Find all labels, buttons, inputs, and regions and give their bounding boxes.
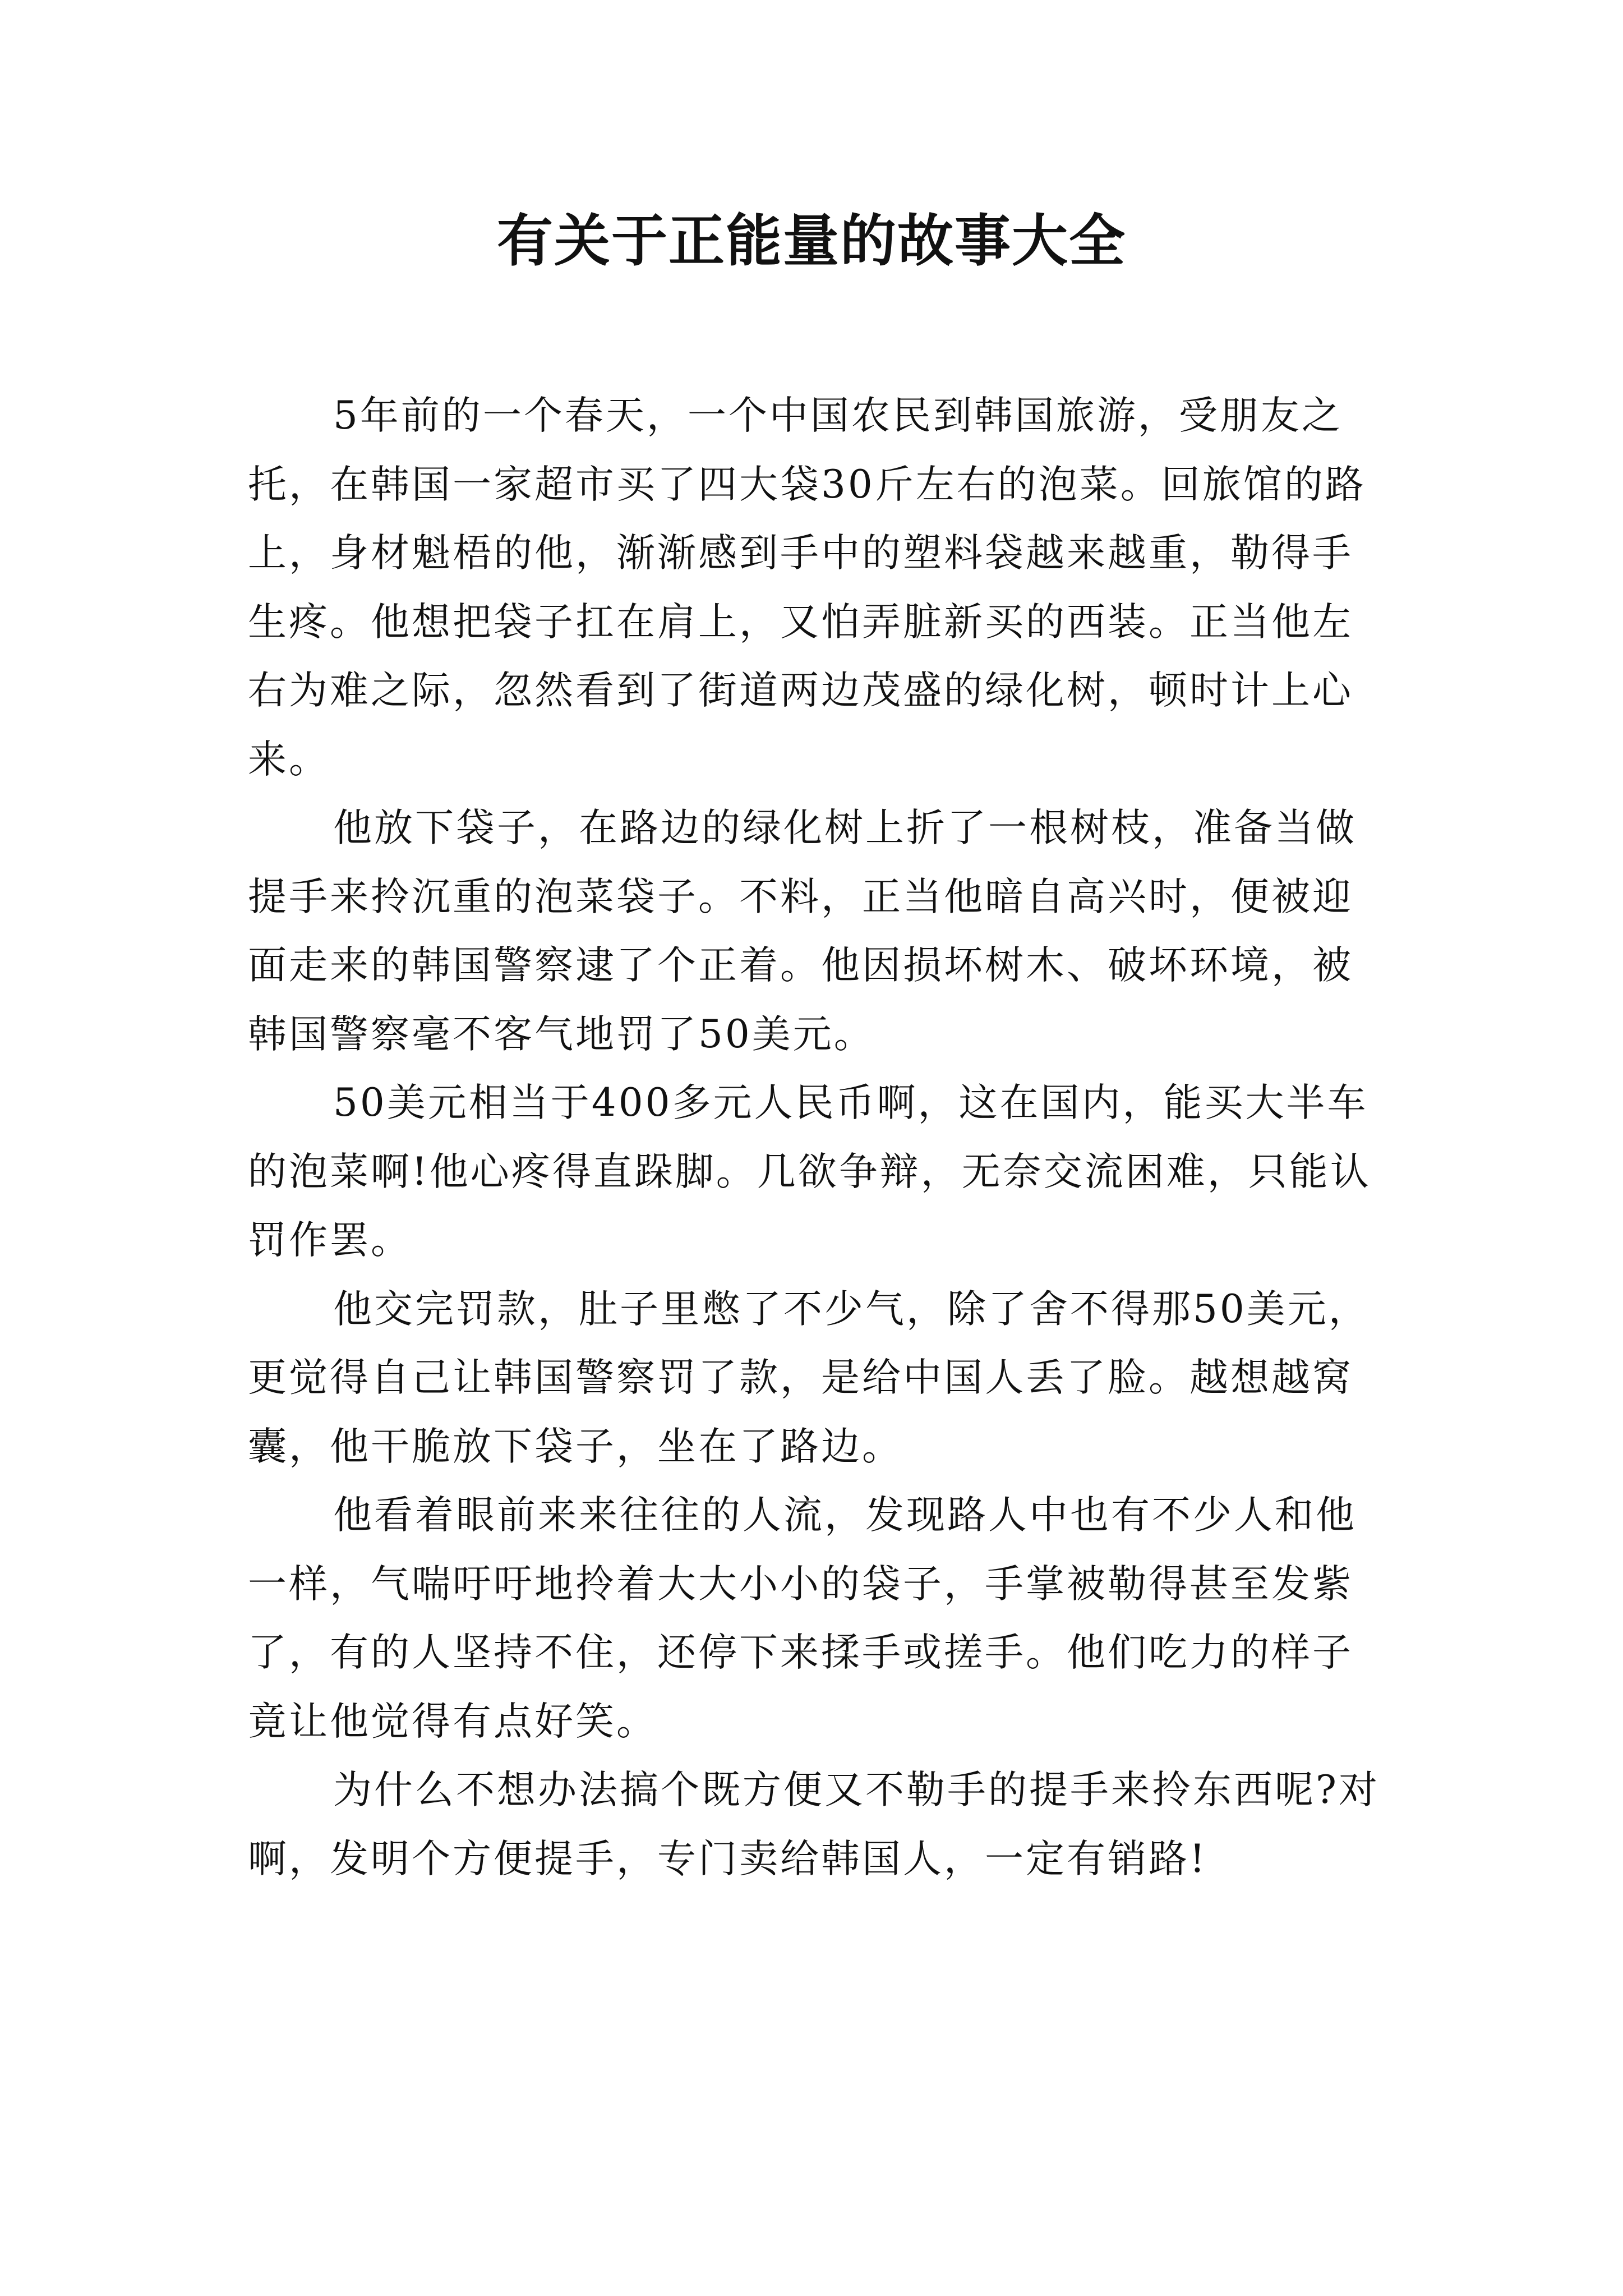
paragraph-2: 他放下袋子，在路边的绿化树上折了一根树枝，准备当做提手来拎沉重的泡菜袋子。不料，正当他暗自高兴时，便被迎面走来的韩国警察逮了个正着。他因损坏树木、破坏环境，被韩国警察毫不客气地罚了50美元。 xyxy=(248,806,1357,1057)
paragraph-6: 为什么不想办法搞个既方便又不勒手的提手来拎东西呢?对啊，发明个方便提手，专门卖给韩国人，一定有销路! xyxy=(248,1768,1380,1881)
paragraph-3: 50美元相当于400多元人民币啊，这在国内，能买大半车的泡菜啊!他心疼得直跺脚。几欲争辩，无奈交流困难，只能认罚作罢。 xyxy=(248,1080,1371,1263)
paragraph-5: 他看着眼前来来往往的人流，发现路人中也有不少人和他一样，气喘吁吁地拎着大大小小的袋子，手掌被勒得甚至发紫了，有的人坚持不住，还停下来揉手或搓手。他们吃力的样子竟让他觉得有点好笑。 xyxy=(248,1493,1357,1744)
document-body xyxy=(248,381,1381,1893)
document-title: 有关于正能量的故事大全 xyxy=(497,208,1126,274)
paragraph-4: 他交完罚款，肚子里憋了不少气，除了舍不得那50美元，更觉得自己让韩国警察罚了款，是给中国人丢了脸。越想越窝囊，他干脆放下袋子，坐在了路边。 xyxy=(248,1286,1370,1469)
paragraph-1: 5年前的一个春天，一个中国农民到韩国旅游，受朋友之托，在韩国一家超市买了四大袋30斤左右的泡菜。回旅馆的路上，身材魁梧的他，渐渐感到手中的塑料袋越来越重，勒得手生疼。他想把袋子扛在肩上，又怕弄脏新买的西装。正当他左右为难之际，忽然看到了街道两边茂盛的绿化树，顿时计上心来。 xyxy=(248,393,1366,782)
